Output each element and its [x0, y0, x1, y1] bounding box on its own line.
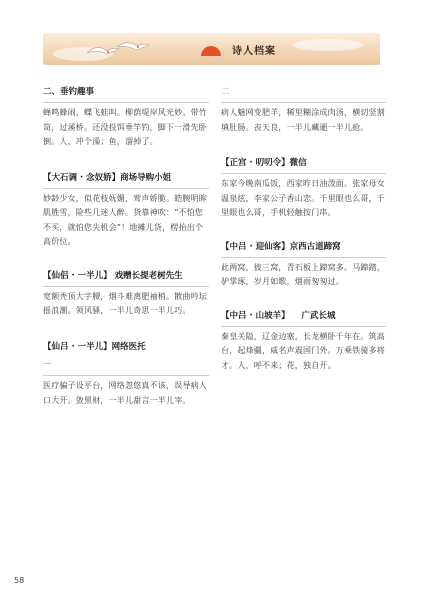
- divider: [43, 188, 209, 189]
- section-heading: 二: [221, 87, 230, 97]
- poem-text: 医疗骗子设平台，网络忽悠真不该，误导病人口大开。敛黑财，一半儿甜言一半儿宰。: [43, 381, 207, 405]
- poem-text: 秦皇关隘，辽金边塞，长龙横卧千年在。筑高台，起烽疆，威名声震国门外。万乘铁骑多将才。人，呼不来；花，独自开。: [221, 331, 385, 370]
- divider: [43, 375, 209, 376]
- divider: [221, 326, 386, 327]
- cranes-illustration: [83, 39, 153, 61]
- sun-icon: [201, 46, 221, 56]
- poem-text: 病人魅网变肥羊，稀里糊涂成肉汤，横切竖割填肚肠。丧天良，一半儿藏逦一半儿抢。: [221, 108, 385, 132]
- section-heading: 【仙侣 · 一半儿】 戏赠长提老树先生: [43, 270, 183, 281]
- left-column: [43, 86, 209, 408]
- banner-title: 诗人档案: [232, 46, 276, 57]
- poem-text: 宽额秃顶大字腰，烟斗难离肥袖梢。散曲吟坛摇浪潮。领风骚，一半儿奇思一半儿巧。: [43, 291, 207, 315]
- section-heading: 二、垂钓趣事: [43, 87, 95, 97]
- poem-subheading: 一: [43, 359, 52, 369]
- poem-text: 东家今晚南瓜饭，西家昨日油泼面。张家母女温泉炫，李家公子香山恋。千里眼也么哥，千里眼也么哥，手机轻触按门串。: [221, 179, 385, 217]
- divider: [43, 286, 209, 287]
- section-heading: 【大石调 · 念奴娇】商场导购小姐: [43, 172, 172, 183]
- divider: [43, 102, 209, 103]
- page-number: 58: [14, 576, 25, 585]
- section-heading: 【中吕 · 迎仙客】京西古道蹄窝: [221, 241, 341, 252]
- section-heading: 【仙吕 · 一半儿】网络医托: [43, 341, 146, 352]
- poem-text: 蝉鸣蜂闹，蝶飞蛙叫。柳荫堤岸风光妙。带竹笥，过溪桥。还没投饵垂竿钓，脚下一滑先卧倒。人，冲个澡；鱼，溜掉了。: [43, 108, 207, 146]
- poem-text: 妙龄少女，似花枝妩媚，莺声娇脆。皓腕明眸肌胜雪，险些几迷人醉。货靠神吹：“不怕您不买，就怕您失机会”！地摊儿货，楞抬出个高价位。: [43, 193, 207, 246]
- cloud-decoration: [293, 39, 363, 51]
- section-heading: 【中吕 · 山坡羊】 广武长城: [221, 310, 336, 321]
- right-column: [221, 86, 386, 373]
- divider: [221, 173, 386, 174]
- page-banner: [43, 33, 380, 65]
- divider: [221, 102, 386, 103]
- divider: [221, 257, 386, 258]
- poem-text: 此两窝，彼三窝，青石板上蹄窝多。马蹄踏，驴掌琢，岁月如歌，烟雨匆匆过。: [221, 262, 385, 286]
- section-heading: 【正宫 · 叨叨令】微信: [221, 158, 307, 168]
